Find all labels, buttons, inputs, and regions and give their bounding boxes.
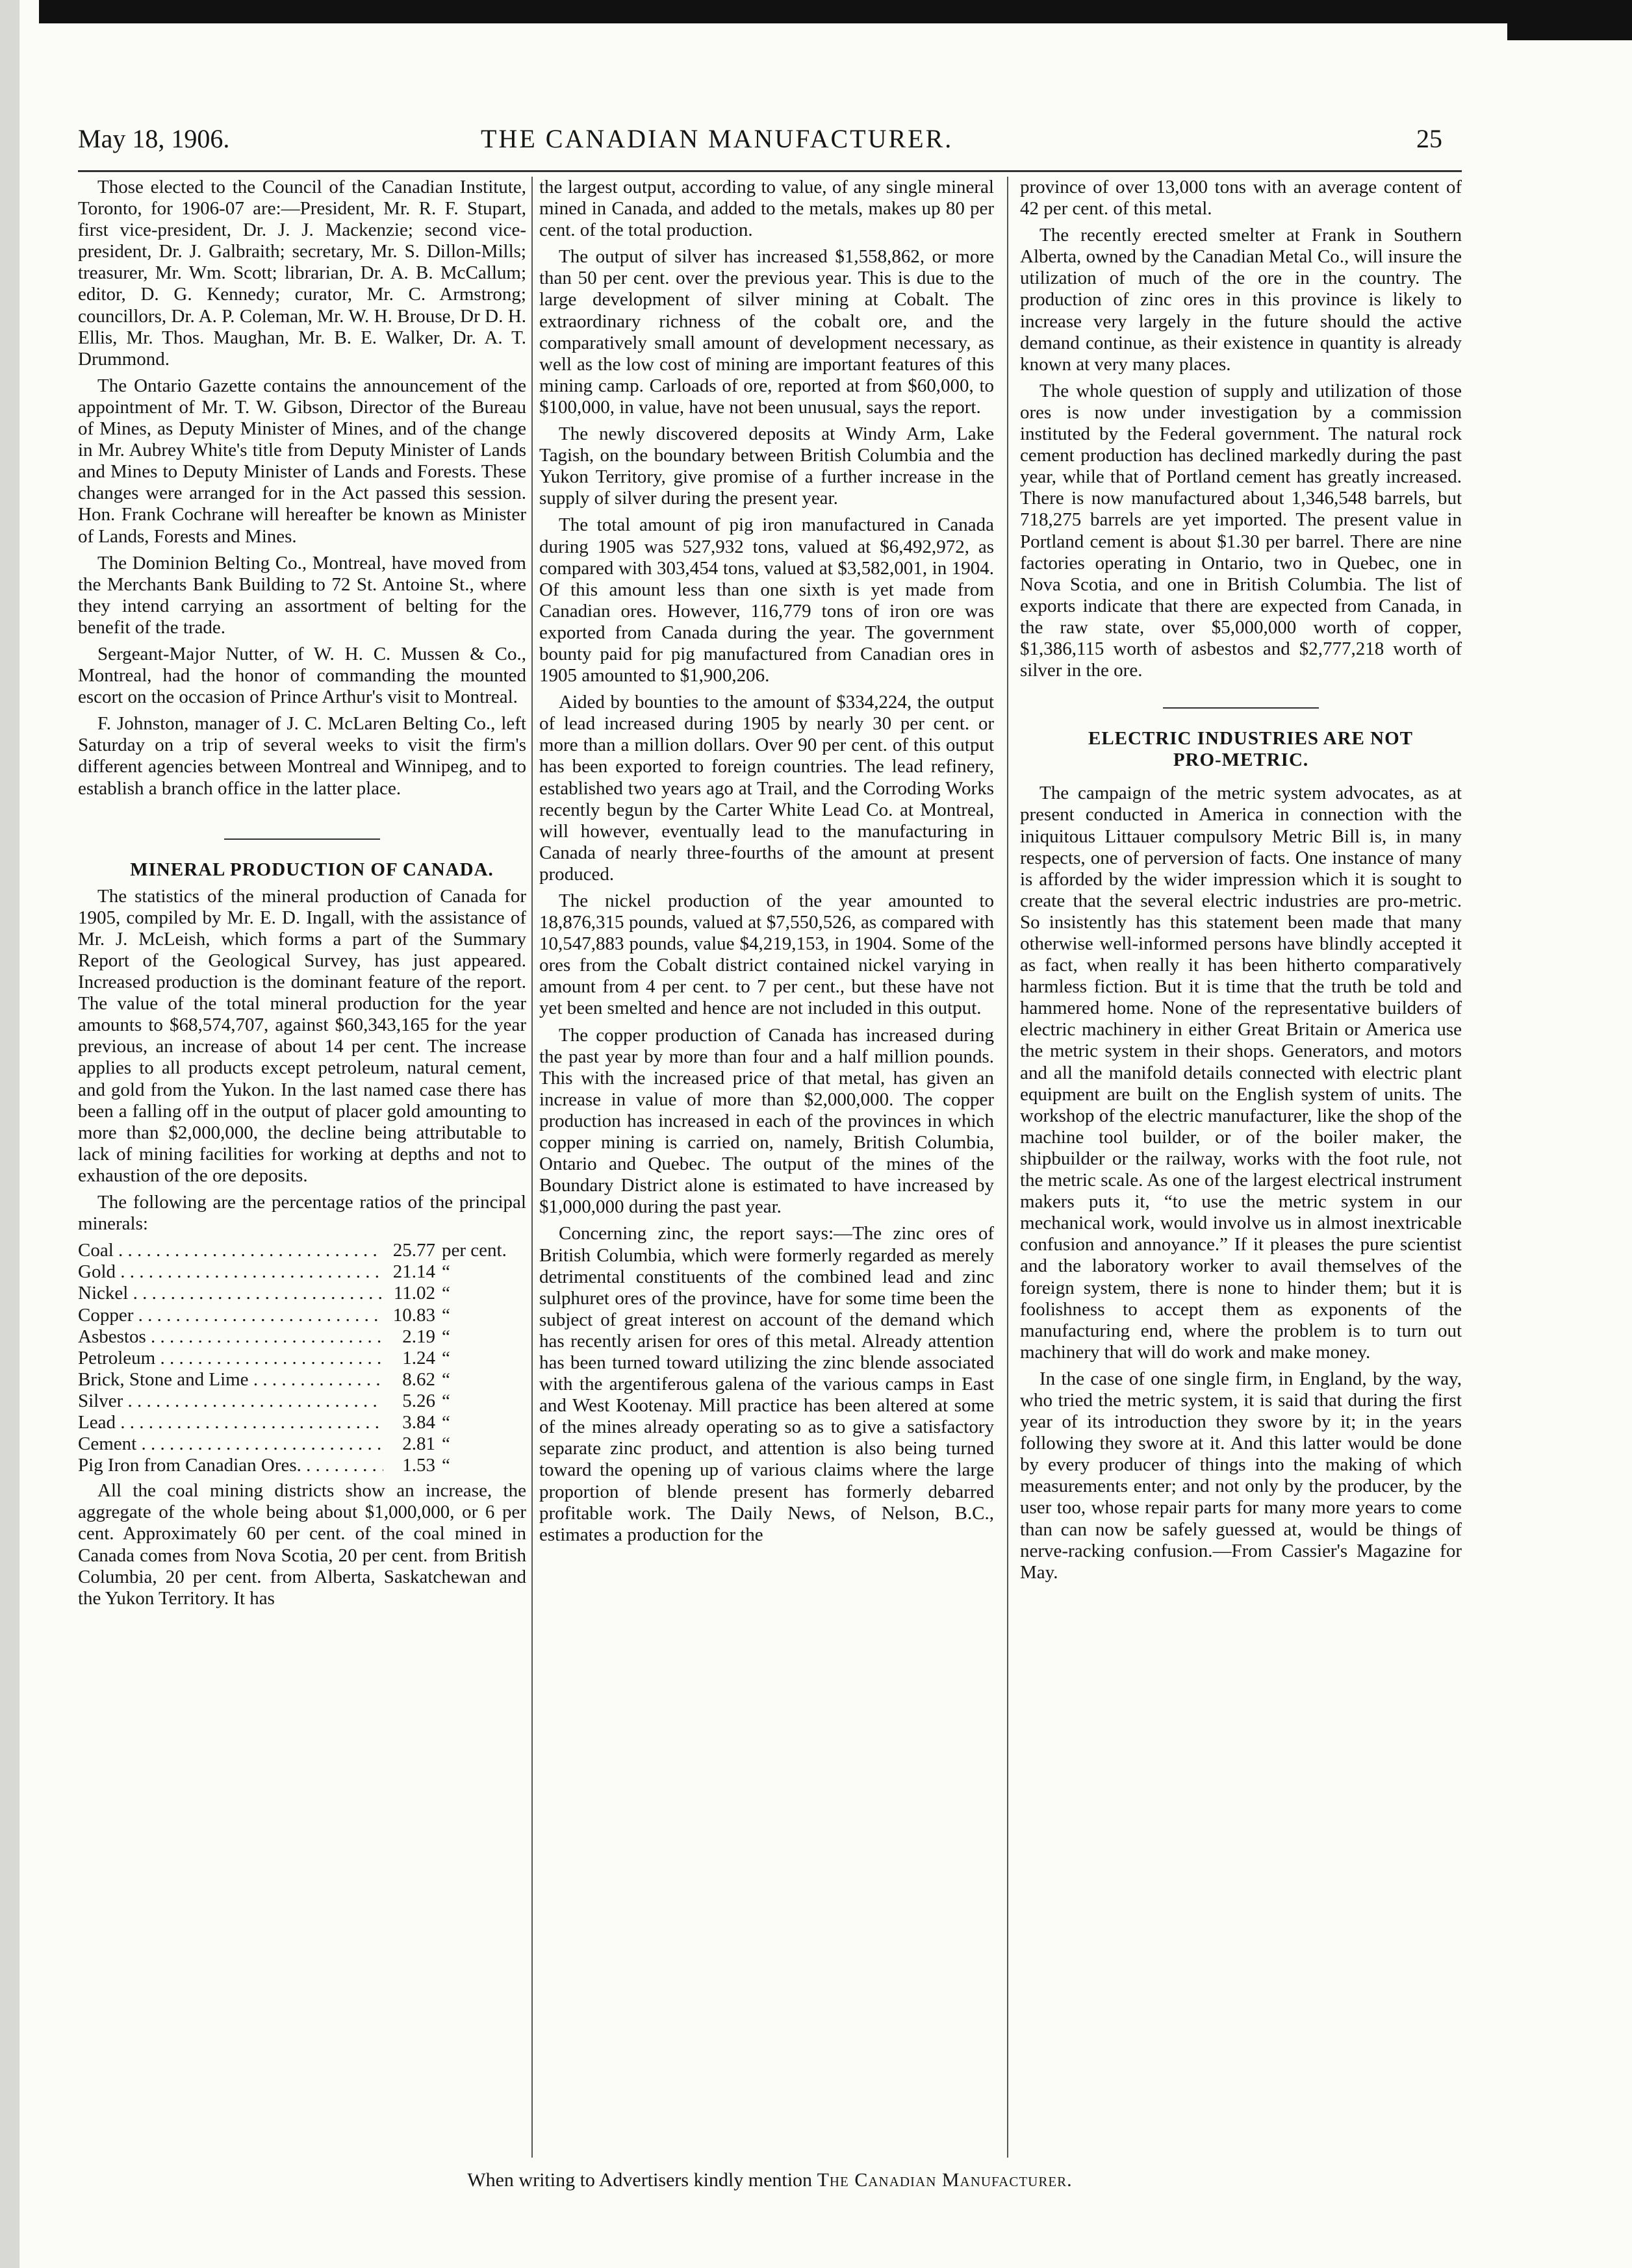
table-row: Silver . . . 5.26 “ — [78, 1391, 526, 1412]
headline-electric-industries — [1020, 728, 1462, 771]
paragraph-silver-output: The output of silver has increased $1,558,862, or more than 50 per cent. over the previous year. This is due to the large development of silver mining at Cobalt. The extraordinary richness of the cobalt ore, and the comparatively small amount of development necessary, as well as the low cost of mining are important features of this mining camp. Carloads of ore, reported at from $60,000, to $100,000, in value, have not been unusual, says the report. — [539, 246, 994, 418]
footer-publication: The Canadian Manufacturer. — [817, 2169, 1073, 2191]
table-row: Copper . . . 10.83 “ — [78, 1305, 526, 1326]
publication-title: THE CANADIAN MANUFACTURER. — [481, 124, 954, 153]
paragraph-mineral-statistics: The statistics of the mineral production of Canada for 1905, compiled by Mr. E. D. Ingall, with the assistance of Mr. J. McLeish, which forms a part of the Summary Report of the Geological Survey, has just appeared. Increased production is the dominant feature of the report. The value of the total mineral production for the year amounts to $68,574,707, against $60,343,165 for the year previous, an increase of about 14 per cent. The increase applies to all products except petroleum, natural cement, and gold from the Yukon. In the last named case there has been a falling off in the output of placer gold amounting to more than $2,000,000, the decline being attributable to lack of mining facilities for working at depths and not to exhaustion of the ore deposits. — [78, 885, 526, 1186]
page-number: 25 — [1416, 124, 1442, 153]
table-row: Cement . . . 2.81 “ — [78, 1433, 526, 1455]
paragraph-copper: The copper production of Canada has increased during the past year by more than four and a half million pounds. This with the increased price of that metal, has given an increase in value of more than $2,000,000. The copper production has increased in each of the provinces in which copper mining is carried on, namely, British Columbia, Ontario and Quebec. The output of the mines of the Boundary District alone is estimated to have increased by $1,000,000 during the past year. — [539, 1024, 994, 1218]
column-2 — [539, 177, 994, 2158]
table-row: Brick, Stone and Lime . . . 8.62 “ — [78, 1369, 526, 1391]
headline-line-1: ELECTRIC INDUSTRIES ARE NOT — [1088, 728, 1413, 750]
paragraph-continuation: the largest output, according to value, of any single mineral mined in Canada, and added to the metals, makes up 80 per cent. of the total production. — [539, 177, 994, 241]
paragraph-frank-smelter: The recently erected smelter at Frank in Southern Alberta, owned by the Canadian Metal Co., will insure the utilization of much of the ore in the country. The production of zinc ores in this province is likely to increase very largely in the future should the active demand continue, as their existence in quantity is already known at very many places. — [1020, 225, 1462, 375]
paragraph-ontario-gazette: The Ontario Gazette contains the announcement of the appointment of Mr. T. W. Gibson, Director of the Bureau of Mines, as Deputy Minister of Mines, and of the change in Mr. Aubrey White's title from Deputy Minister of Lands and Mines to Deputy Minister of Lands and Forests. These changes were arranged for in the Act passed this session. Hon. Frank Cochrane will hereafter be known as Minister of Lands, Forests and Mines. — [78, 375, 526, 547]
table-row: Asbestos . . . 2.19 “ — [78, 1326, 526, 1348]
column-1 — [78, 177, 526, 2158]
table-row: Pig Iron from Canadian Ores. . . . 1.53 “ — [78, 1455, 526, 1476]
table-row: Coal . . . 25.77 per cent. — [78, 1240, 526, 1261]
table-row: Petroleum . . . 1.24 “ — [78, 1348, 526, 1369]
table-row: Gold . . . 21.14 “ — [78, 1261, 526, 1283]
paragraph-windy-arm: The newly discovered deposits at Windy Arm, Lake Tagish, on the boundary between British Columbia and the Yukon Territory, give promise of a further increase in the supply of silver during the present year. — [539, 423, 994, 509]
paragraph-pig-iron: The total amount of pig iron manufactured in Canada during 1905 was 527,932 tons, valued at $6,492,972, as compared with 303,454 tons, valued at $3,582,001, in 1904. Of this amount less than one sixth is yet made from Canadian ores. However, 116,779 tons of iron ore was exported from Canada during the year. The government bounty paid for pig manufactured from Canadian ores in 1905 amounted to $1,900,206. — [539, 514, 994, 687]
section-divider — [224, 838, 380, 840]
paragraph-percentage-intro: The following are the percentage ratios of the principal minerals: — [78, 1192, 526, 1235]
column-rule-2 — [1007, 177, 1008, 2158]
paragraph-coal-mining: All the coal mining districts show an increase, the aggregate of the whole being about $1,000,000, or 6 per cent. Approximately 60 per cent. of the coal mined in Canada comes from Nova Scotia, 20 per cent. from British Columbia, 20 per cent. from Alberta, Saskatchewan and the Yukon Territory. It has — [78, 1480, 526, 1609]
paragraph-sergeant-major: Sergeant-Major Nutter, of W. H. C. Mussen & Co., Montreal, had the honor of commanding the mounted escort on the occasion of Prince Arthur's visit to Montreal. — [78, 643, 526, 708]
scan-top-border-corner — [1507, 23, 1632, 40]
paragraph-council-election: Those elected to the Council of the Canadian Institute, Toronto, for 1906-07 are:—President, Mr. R. F. Stupart, first vice-president, Dr. J. J. Mackenzie; second vice-president, Dr. J. Galbraith; secretary, Mr. S. Dillon-Mills; treasurer, Mr. Wm. Scott; librarian, Dr. A. B. McCallum; editor, D. G. Kennedy; curator, Mr. C. Armstrong; councillors, Dr. A. P. Coleman, Mr. W. H. Brouse, Dr D. H. Ellis, Mr. Thos. Maughan, Mr. B. E. Walker, Dr. A. T. Drummond. — [78, 177, 526, 370]
paragraph-zinc: Concerning zinc, the report says:—The zinc ores of British Columbia, which were formerly regarded as merely detrimental constituents of the combined lead and zinc sulphuret ores of the province, have for some time been the subject of great interest on account of the demand which has recently arisen for ores of this metal. Already attention has been turned toward utilizing the zinc blende associated with the argentiferous galena of the various camps in East and West Kootenay. Mill practice has been altered at some of the mines already operating so as to give a satisfactory separate zinc product, and attention is also being turned toward the opening up of various claims where the large proportion of blende present has formerly debarred profitable work. The Daily News, of Nelson, B.C., estimates a production for the — [539, 1223, 994, 1545]
column-rule-1 — [531, 177, 533, 2158]
paragraph-english-firm: In the case of one single firm, in England, by the way, who tried the metric system, it is said that during the first year of its introduction they swore by it; in the years following they swore at it. And this latter would be done by every producer of things into the making of which measurements enter; and not only by the producer, by the user too, whose repair parts for many more years to come than can now be safely guessed at, would be things of nerve-racking confusion.—From Cassier's Magazine for May. — [1020, 1368, 1462, 1583]
minerals-table — [78, 1240, 526, 1476]
section-divider — [1163, 707, 1319, 709]
paragraph-cement: The whole question of supply and utilization of those ores is now under investigation by a commission instituted by the Federal government. The natural rock cement production has declined markedly during the past year, while that of Portland cement has greatly increased. There is now manufactured about 1,346,548 barrels, but 718,275 barrels are yet imported. The present value in Portland cement is about $1.30 per barrel. There are nine factories operating in Ontario, two in Quebec, one in Nova Scotia, and one in British Columbia. The list of exports indicate that there are expected from Canada, in the raw state, over $5,000,000 worth of copper, $1,386,115 worth of asbestos and $2,777,218 worth of silver in the ore. — [1020, 380, 1462, 681]
table-row: Nickel . . . 11.02 “ — [78, 1283, 526, 1304]
page-header — [78, 123, 1442, 169]
table-row: Lead . . . 3.84 “ — [78, 1412, 526, 1433]
page-footer — [78, 2169, 1462, 2191]
scan-top-border — [39, 0, 1632, 23]
page-edge-shadow — [0, 0, 19, 2268]
footer-text: When writing to Advertisers kindly mention — [467, 2169, 813, 2191]
headline-line-2: PRO-METRIC. — [1173, 750, 1309, 771]
column-3 — [1020, 177, 1462, 2158]
paragraph-dominion-belting: The Dominion Belting Co., Montreal, have moved from the Merchants Bank Building to 72 St. Antoine St., where they intend carrying an assortment of belting for the benefit of the trade. — [78, 552, 526, 638]
issue-date: May 18, 1906. — [78, 124, 230, 153]
paragraph-continuation: province of over 13,000 tons with an average content of 42 per cent. of this metal. — [1020, 177, 1462, 220]
headline-mineral-production: MINERAL PRODUCTION OF CANADA. — [130, 859, 494, 880]
header-rule — [78, 170, 1462, 172]
paragraph-johnston: F. Johnston, manager of J. C. McLaren Belting Co., left Saturday on a trip of several weeks to visit the firm's different agencies between Montreal and Winnipeg, and to establish a branch office in the latter place. — [78, 713, 526, 799]
paragraph-metric-campaign: The campaign of the metric system advocates, as at present conducted in America in connection with the iniquitous Littauer compulsory Metric Bill is, in many respects, one of perversion of facts. One instance of many is afforded by the wider impression which it is sought to create that the several electric industries are pro-metric. So insistently has this statement been made that many otherwise well-informed persons have blindly accepted it as fact, when really it has been hitherto comparatively harmless fiction. But it is time that the truth be told and hammered home. None of the representative builders of electric machinery in either Great Britain or America use the metric system in their shops. Generators, and motors and all the manifold details connected with electric plant equipment are built on the English system of units. The workshop of the electric manufacturer, like the shop of the machine tool builder, or of the boiler maker, the shipbuilder or the railway, works with the foot rule, not the metric scale. As one of the largest electrical instrument makers puts it, “to use the metric system in our mechanical work, would involve us in almost inextricable confusion and annoyance.” If it pleases the pure scientist and the laboratory worker to avail themselves of the foreign system, there is none to hinder them; but it is foolishness to accept them as exponents of the manufacturing end, where the problem is to turn out machinery that will do work and make money. — [1020, 783, 1462, 1363]
paragraph-nickel: The nickel production of the year amounted to 18,876,315 pounds, valued at $7,550,526, as compared with 10,547,883 pounds, value $4,219,153, in 1904. Some of the ores from the Cobalt district contained nickel varying in amount from 4 per cent. to 7 per cent., but these have not yet been smelted and hence are not included in this output. — [539, 890, 994, 1019]
paragraph-lead: Aided by bounties to the amount of $334,224, the output of lead increased during 1905 by nearly 30 per cent. or more than a million dollars. Over 90 per cent. of this output has been exported to foreign countries. The lead refinery, established two years ago at Trail, and the Corroding Works recently begun by the Carter White Lead Co. at Montreal, will however, eventually lead to the manufacturing in Canada of nearly three-fourths of the amount at present produced. — [539, 692, 994, 885]
